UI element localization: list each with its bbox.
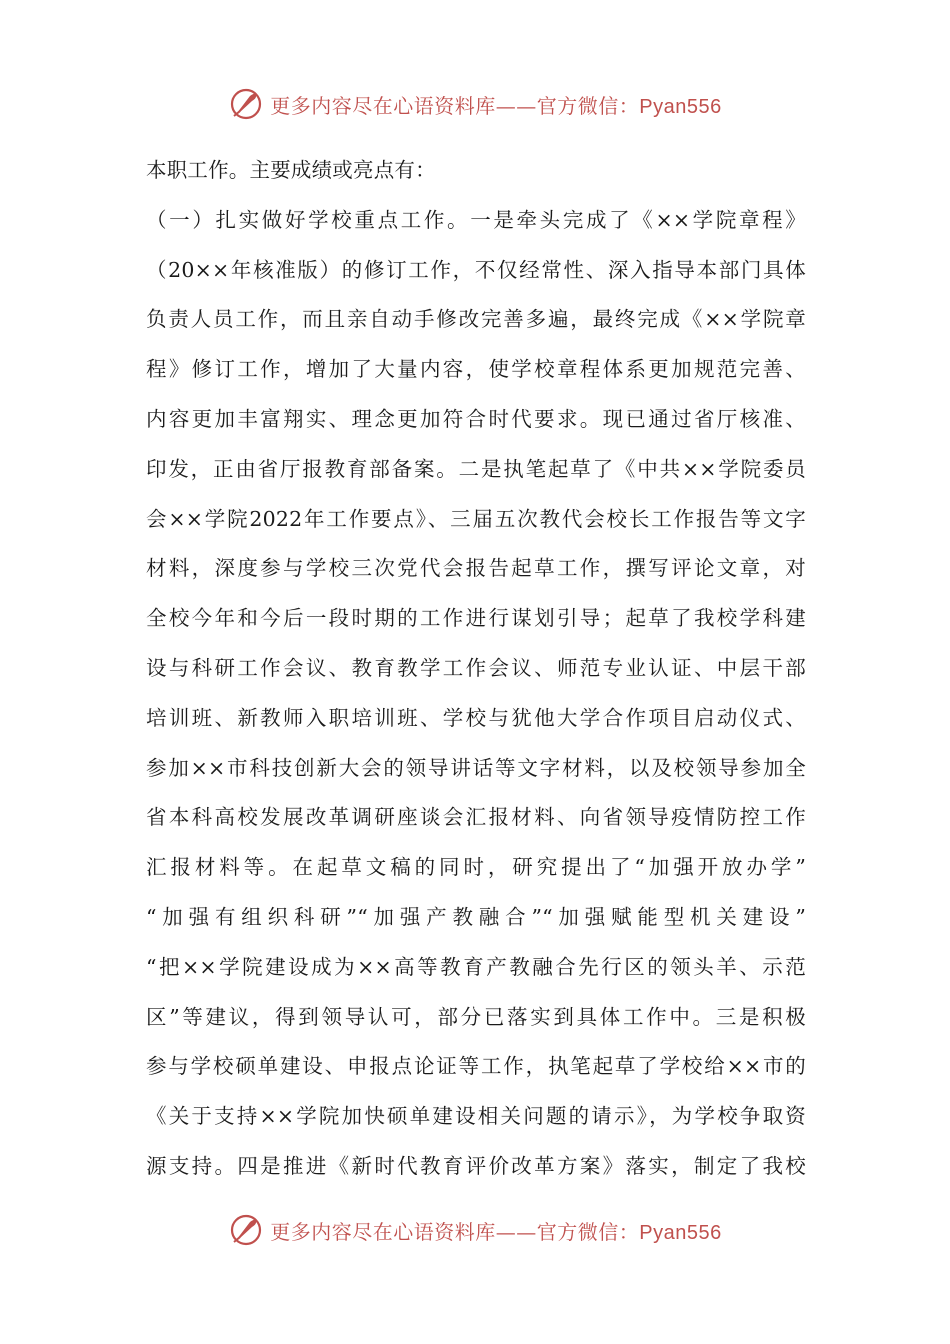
text-line: （20××年核准版）的修订工作，不仅经常性、深入指导本部门具体	[146, 257, 806, 282]
document-body	[146, 146, 806, 1192]
text-line: 参与学校硕单建设、申报点论证等工作，执笔起草了学校给××市的	[146, 1054, 806, 1079]
text-line: “加强有组织科研”“加强产教融合”“加强赋能型机关建设”	[146, 904, 806, 929]
text-line: 会××学院2022年工作要点》、三届五次教代会校长工作报告等文字	[146, 506, 806, 531]
text-line: （一）扎实做好学校重点工作。一是牵头完成了《××学院章程》	[146, 207, 806, 232]
text-line: 参加××市科技创新大会的领导讲话等文字材料，以及校领导参加全	[146, 755, 806, 780]
text-line: 培训班、新教师入职培训班、学校与犹他大学合作项目启动仪式、	[146, 705, 806, 730]
text-line: 程》修订工作，增加了大量内容，使学校章程体系更加规范完善、	[146, 357, 806, 382]
text-line: 印发，正由省厅报教育部备案。二是执笔起草了《中共××学院委员	[146, 456, 806, 481]
banner-text: 更多内容尽在心语资料库——官方微信：Pyan556	[270, 93, 722, 118]
wechat-id: Pyan556	[639, 95, 722, 118]
text-line: 负责人员工作，而且亲自动手修改完善多遍，最终完成《××学院章	[146, 307, 806, 332]
quill-logo-icon	[228, 1212, 264, 1248]
text-line: 材料，深度参与学校三次党代会报告起草工作，撰写评论文章，对	[146, 556, 806, 581]
wechat-id: Pyan556	[639, 1221, 722, 1244]
header-banner	[0, 82, 950, 126]
text-line: “把××学院建设成为××高等教育产教融合先行区的领头羊、示范	[146, 954, 806, 979]
text-line: 省本科高校发展改革调研座谈会汇报材料、向省领导疫情防控工作	[146, 805, 806, 830]
text-line: 内容更加丰富翔实、理念更加符合时代要求。现已通过省厅核准、	[146, 406, 806, 431]
text-line: 源支持。四是推进《新时代教育评价改革方案》落实，制定了我校	[146, 1153, 806, 1178]
text-line: 汇报材料等。在起草文稿的同时，研究提出了“加强开放办学”	[146, 855, 806, 880]
text-line: 本职工作。主要成绩或亮点有：	[146, 158, 436, 182]
text-line: 《关于支持××学院加快硕单建设相关问题的请示》，为学校争取资	[146, 1104, 806, 1129]
banner-text: 更多内容尽在心语资料库——官方微信：Pyan556	[270, 1219, 722, 1244]
quill-logo-icon	[228, 86, 264, 122]
text-line: 区”等建议，得到领导认可，部分已落实到具体工作中。三是积极	[146, 1004, 806, 1029]
footer-banner	[0, 1208, 950, 1252]
text-line: 全校今年和今后一段时期的工作进行谋划引导；起草了我校学科建	[146, 606, 806, 631]
text-line: 设与科研工作会议、教育教学工作会议、师范专业认证、中层干部	[146, 655, 806, 680]
